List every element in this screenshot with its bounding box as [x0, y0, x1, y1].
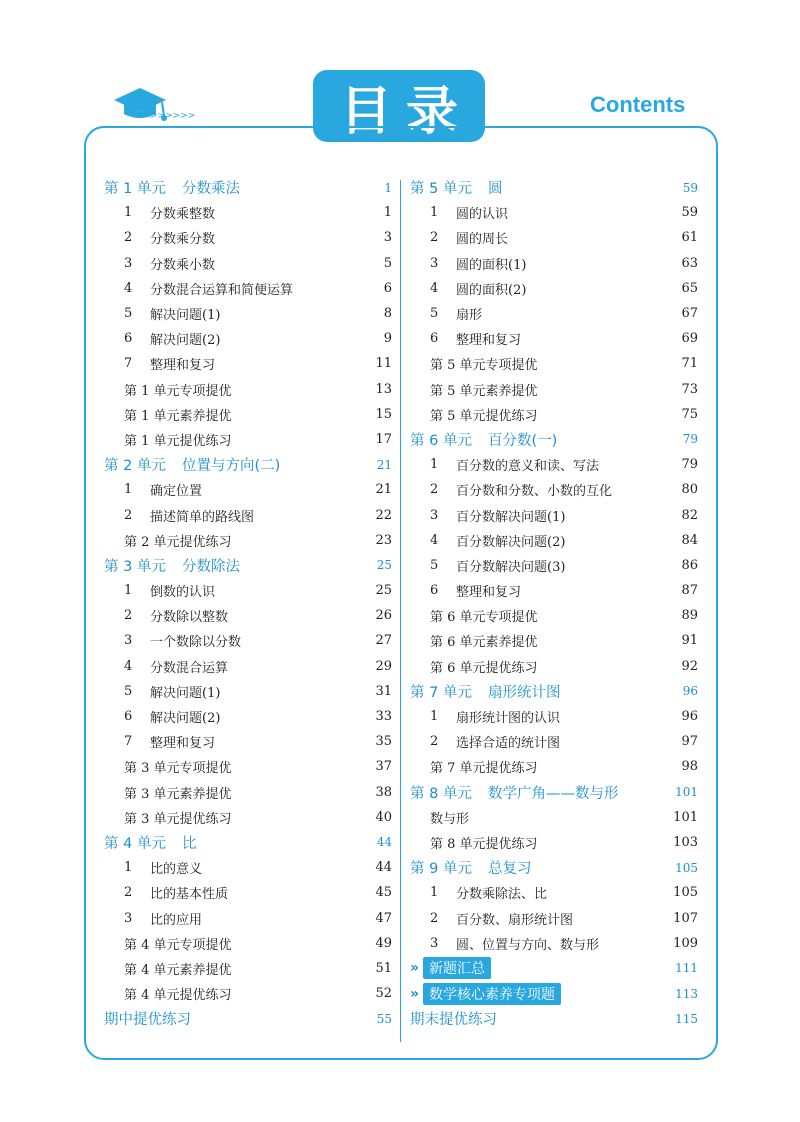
lesson-number: 2	[430, 910, 439, 926]
toc-practice-item[interactable]	[104, 754, 392, 779]
lesson-number: 7	[124, 734, 133, 750]
lesson-number: 5	[430, 306, 439, 322]
unit-label: 第 6 单元	[410, 432, 472, 449]
page-number: 69	[681, 331, 698, 347]
page-number: 25	[376, 558, 392, 573]
toc-lesson-item[interactable]	[104, 905, 392, 930]
toc-lesson-item[interactable]	[104, 477, 392, 502]
lesson-title: 圆的周长	[456, 232, 509, 248]
lesson-number: 2	[430, 230, 439, 246]
lesson-number: 6	[124, 331, 133, 347]
toc-practice-item[interactable]	[104, 780, 392, 805]
toc-unit-heading[interactable]	[410, 780, 698, 805]
unit-title: 比	[181, 835, 197, 852]
lesson-number: 4	[430, 532, 439, 548]
unit-label: 期末提优练习	[410, 1012, 497, 1029]
unit-label: 第 8 单元	[410, 785, 472, 802]
page-number: 107	[673, 910, 698, 926]
lesson-number: 2	[124, 885, 133, 901]
lesson-number: 3	[430, 255, 439, 271]
graduation-cap-logo	[110, 82, 196, 130]
toc-lesson-item[interactable]	[104, 654, 392, 679]
toc-practice-item[interactable]	[104, 931, 392, 956]
toc-lesson-item[interactable]	[104, 225, 392, 250]
unit-label: 第 4 单元	[104, 835, 166, 852]
practice-title: 第 5 单元提优练习	[430, 408, 538, 424]
page-number: 91	[681, 633, 698, 649]
toc-practice-item[interactable]	[104, 427, 392, 452]
practice-title: 第 1 单元素养提优	[124, 408, 232, 424]
toc-unit-heading[interactable]	[410, 427, 698, 452]
toc-practice-item[interactable]	[410, 402, 698, 427]
page-number: 84	[681, 532, 698, 548]
toc-lesson-item[interactable]	[410, 326, 698, 351]
unit-title: 圆	[487, 181, 503, 198]
page-number: 79	[681, 457, 698, 473]
lesson-title: 解决问题(2)	[150, 711, 221, 727]
toc-practice-item[interactable]	[410, 377, 698, 402]
page-number: 79	[682, 432, 698, 447]
page-number: 52	[375, 986, 392, 1002]
page-number: 55	[376, 1011, 392, 1026]
unit-label: 期中提优练习	[104, 1012, 191, 1029]
lesson-number: 7	[124, 356, 133, 372]
page-number: 61	[681, 230, 698, 246]
toc-practice-item[interactable]	[104, 402, 392, 427]
toc-unit-heading[interactable]	[104, 175, 392, 200]
lesson-title: 分数乘分数	[150, 232, 216, 248]
toc-lesson-item[interactable]	[104, 351, 392, 376]
page-number: 82	[681, 507, 698, 523]
unit-title: 扇形统计图	[487, 684, 561, 701]
page-number: 89	[681, 608, 698, 624]
lesson-number: 1	[124, 205, 133, 221]
double-chevron-icon: »	[410, 985, 420, 1002]
lesson-title: 分数混合运算和简便运算	[150, 282, 294, 298]
toc-lesson-item[interactable]	[104, 704, 392, 729]
practice-title: 第 3 单元专项提优	[124, 761, 232, 777]
lesson-title: 分数除以整数	[150, 610, 229, 626]
lesson-number: 3	[430, 935, 439, 951]
toc-lesson-item[interactable]	[410, 880, 698, 905]
page-number: 113	[675, 986, 698, 1001]
page-number: 21	[376, 457, 392, 472]
lesson-title: 倒数的认识	[150, 585, 216, 601]
unit-label: 第 2 单元	[104, 458, 166, 475]
page-number: 21	[375, 482, 392, 498]
column-divider	[400, 180, 401, 1042]
lesson-number: 1	[430, 457, 439, 473]
lesson-title: 分数乘除法、比	[456, 887, 548, 903]
page-number: 49	[375, 935, 392, 951]
toc-lesson-item[interactable]	[104, 251, 392, 276]
toc-lesson-item[interactable]	[410, 276, 698, 301]
page-number: 63	[681, 255, 698, 271]
lesson-title: 分数乘小数	[150, 257, 216, 273]
page-number: 80	[681, 482, 698, 498]
lesson-number: 4	[430, 280, 439, 296]
page-number: 44	[376, 835, 392, 850]
practice-title: 第 3 单元提优练习	[124, 811, 232, 827]
toc-lesson-item[interactable]	[410, 905, 698, 930]
toc-lesson-item[interactable]	[410, 704, 698, 729]
page-number: 96	[681, 709, 698, 725]
lesson-title: 比的意义	[150, 862, 203, 878]
lesson-number: 6	[430, 583, 439, 599]
double-chevron-icon: »	[410, 960, 420, 977]
toc-lesson-item[interactable]	[410, 301, 698, 326]
lesson-title: 分数乘整数	[150, 207, 216, 223]
lesson-number: 1	[430, 205, 439, 221]
lesson-title: 百分数解决问题(1)	[456, 509, 566, 525]
toc-lesson-item[interactable]	[104, 502, 392, 527]
toc-practice-item[interactable]	[104, 956, 392, 981]
lesson-number: 5	[430, 557, 439, 573]
lesson-title: 百分数、扇形统计图	[456, 912, 574, 928]
toc-lesson-item[interactable]	[104, 578, 392, 603]
page-number: 8	[383, 306, 392, 322]
toc-lesson-item[interactable]	[104, 301, 392, 326]
practice-title: 第 1 单元提优练习	[124, 433, 232, 449]
toc-lesson-item[interactable]	[104, 326, 392, 351]
lesson-title: 解决问题(2)	[150, 333, 221, 349]
page-number: 1	[384, 180, 392, 195]
toc-lesson-item[interactable]	[410, 452, 698, 477]
unit-title: 位置与方向(二)	[181, 458, 281, 475]
toc-unit-heading[interactable]	[410, 855, 698, 880]
lesson-title: 百分数和分数、小数的互化	[456, 484, 613, 500]
toc-lesson-item[interactable]	[104, 603, 392, 628]
page-title: 目录	[339, 81, 472, 142]
toc-unit-heading[interactable]	[410, 175, 698, 200]
lesson-title: 整理和复习	[150, 736, 216, 752]
lesson-number: 6	[430, 331, 439, 347]
page-number: 17	[375, 431, 392, 447]
toc-special-section[interactable]	[410, 956, 698, 981]
page-number: 23	[375, 532, 392, 548]
lesson-number: 3	[124, 255, 133, 271]
unit-label: 第 3 单元	[104, 558, 166, 575]
lesson-title: 圆、位置与方向、数与形	[456, 937, 600, 953]
toc-lesson-item[interactable]	[410, 729, 698, 754]
lesson-number: 2	[124, 507, 133, 523]
page-number: 15	[375, 406, 392, 422]
toc-lesson-item[interactable]	[104, 628, 392, 653]
lesson-title: 圆的认识	[456, 207, 509, 223]
lesson-title: 确定位置	[150, 484, 203, 500]
practice-title: 第 4 单元素养提优	[124, 962, 232, 978]
page-number: 47	[375, 910, 392, 926]
toc-unit-heading[interactable]	[104, 1006, 392, 1031]
lesson-title: 比的应用	[150, 912, 203, 928]
contents-heading: Contents	[590, 92, 686, 117]
toc-lesson-item[interactable]	[410, 931, 698, 956]
lesson-number: 4	[124, 280, 133, 296]
lesson-number: 4	[124, 658, 133, 674]
page-number: 105	[675, 860, 698, 875]
unit-title: 数学广角——数与形	[487, 785, 619, 802]
lesson-title: 一个数除以分数	[150, 635, 242, 651]
page-number: 105	[673, 885, 698, 901]
toc-lesson-item[interactable]	[410, 578, 698, 603]
special-section-title: 数学核心素养专项题	[423, 983, 561, 1005]
special-section-title: 新题汇总	[423, 957, 491, 979]
unit-title: 分数乘法	[181, 181, 240, 198]
page-number: 111	[675, 961, 698, 976]
lesson-number: 5	[124, 306, 133, 322]
page-number: 98	[681, 759, 698, 775]
toc-lesson-item[interactable]	[104, 855, 392, 880]
lesson-number: 3	[124, 910, 133, 926]
lesson-title: 选择合适的统计图	[456, 736, 561, 752]
toc-lesson-item[interactable]	[104, 679, 392, 704]
page-number: 26	[375, 608, 392, 624]
toc-special-section[interactable]	[410, 981, 698, 1006]
practice-title: 第 8 单元提优练习	[430, 836, 538, 852]
practice-title: 第 7 单元提优练习	[430, 761, 538, 777]
lesson-title: 扇形统计图的认识	[456, 711, 561, 727]
toc-unit-heading[interactable]	[410, 1006, 698, 1031]
page-number: 71	[681, 356, 698, 372]
page-number: 75	[681, 406, 698, 422]
page-number: 51	[375, 960, 392, 976]
page-number: 92	[681, 658, 698, 674]
toc-right-column	[410, 175, 698, 1031]
page-number: 59	[681, 205, 698, 221]
lesson-title: 圆的面积(1)	[456, 257, 527, 273]
toc-practice-item[interactable]	[410, 654, 698, 679]
toc-unit-heading[interactable]	[104, 452, 392, 477]
toc-lesson-item[interactable]	[410, 502, 698, 527]
toc-lesson-item[interactable]	[410, 225, 698, 250]
page-number: 103	[673, 834, 698, 850]
page-number: 67	[681, 306, 698, 322]
page-number: 101	[673, 809, 698, 825]
page-number: 35	[375, 734, 392, 750]
page-number: 11	[375, 356, 392, 372]
practice-title: 第 2 单元提优练习	[124, 534, 232, 550]
toc-practice-item[interactable]	[104, 528, 392, 553]
page-number: 27	[375, 633, 392, 649]
lesson-title: 圆的面积(2)	[456, 282, 527, 298]
practice-title: 数与形	[430, 811, 470, 827]
page-number: 65	[681, 280, 698, 296]
toc-lesson-item[interactable]	[104, 880, 392, 905]
practice-title: 第 3 单元素养提优	[124, 786, 232, 802]
page-number: 37	[375, 759, 392, 775]
unit-label: 第 1 单元	[104, 181, 166, 198]
lesson-number: 1	[124, 583, 133, 599]
toc-practice-item[interactable]	[410, 628, 698, 653]
practice-title: 第 5 单元专项提优	[430, 358, 538, 374]
page-number: 31	[375, 683, 392, 699]
page-number: 115	[675, 1011, 698, 1026]
toc-lesson-item[interactable]	[410, 528, 698, 553]
page-number: 33	[375, 709, 392, 725]
page-number: 96	[682, 684, 698, 699]
page-number: 6	[383, 280, 392, 296]
page-number: 101	[675, 785, 698, 800]
practice-title: 第 6 单元提优练习	[430, 660, 538, 676]
toc-unit-heading[interactable]	[104, 830, 392, 855]
lesson-number: 1	[124, 482, 133, 498]
unit-title: 总复习	[487, 861, 532, 878]
lesson-title: 百分数解决问题(2)	[456, 534, 566, 550]
toc-lesson-item[interactable]	[410, 251, 698, 276]
toc-practice-item[interactable]	[104, 377, 392, 402]
lesson-title: 分数混合运算	[150, 660, 229, 676]
lesson-title: 百分数解决问题(3)	[456, 559, 566, 575]
lesson-title: 整理和复习	[150, 358, 216, 374]
unit-label: 第 7 单元	[410, 684, 472, 701]
practice-title: 第 4 单元专项提优	[124, 937, 232, 953]
toc-lesson-item[interactable]	[410, 477, 698, 502]
practice-title: 第 1 单元专项提优	[124, 383, 232, 399]
svg-text:>>>>>>: >>>>>>	[150, 111, 196, 121]
toc-practice-item[interactable]	[410, 603, 698, 628]
toc-practice-item[interactable]	[410, 805, 698, 830]
lesson-number: 2	[430, 482, 439, 498]
page-number: 9	[383, 331, 392, 347]
page-number: 44	[375, 860, 392, 876]
page-number: 38	[375, 784, 392, 800]
toc-practice-item[interactable]	[410, 830, 698, 855]
lesson-number: 2	[124, 608, 133, 624]
page-number: 87	[681, 583, 698, 599]
unit-label: 第 5 单元	[410, 181, 472, 198]
toc-unit-heading[interactable]	[104, 553, 392, 578]
lesson-title: 描述简单的路线图	[150, 509, 255, 525]
page-number: 13	[375, 381, 392, 397]
toc-left-column	[104, 175, 392, 1031]
page-number: 29	[375, 658, 392, 674]
practice-title: 第 6 单元专项提优	[430, 610, 538, 626]
lesson-title: 整理和复习	[456, 333, 522, 349]
toc-practice-item[interactable]	[104, 981, 392, 1006]
lesson-number: 2	[430, 734, 439, 750]
lesson-title: 扇形	[456, 308, 483, 324]
unit-title: 分数除法	[181, 558, 240, 575]
lesson-number: 1	[430, 885, 439, 901]
lesson-number: 5	[124, 683, 133, 699]
toc-lesson-item[interactable]	[104, 200, 392, 225]
lesson-title: 比的基本性质	[150, 887, 229, 903]
page-number: 3	[383, 230, 392, 246]
unit-label: 第 9 单元	[410, 861, 472, 878]
lesson-title: 整理和复习	[456, 585, 522, 601]
toc-lesson-item[interactable]	[104, 729, 392, 754]
page-number: 1	[383, 205, 392, 221]
toc-practice-item[interactable]	[410, 351, 698, 376]
lesson-number: 2	[124, 230, 133, 246]
page-number: 5	[383, 255, 392, 271]
page-number: 22	[375, 507, 392, 523]
lesson-title: 百分数的意义和读、写法	[456, 459, 600, 475]
lesson-number: 3	[124, 633, 133, 649]
toc-unit-heading[interactable]	[410, 679, 698, 704]
toc-lesson-item[interactable]	[410, 200, 698, 225]
page-number: 109	[673, 935, 698, 951]
toc-practice-item[interactable]	[410, 754, 698, 779]
unit-title: 百分数(一)	[487, 432, 558, 449]
toc-practice-item[interactable]	[104, 805, 392, 830]
lesson-title: 解决问题(1)	[150, 308, 221, 324]
page-number: 59	[682, 180, 698, 195]
page-number: 25	[375, 583, 392, 599]
practice-title: 第 4 单元提优练习	[124, 988, 232, 1004]
page-number: 45	[375, 885, 392, 901]
page-number: 86	[681, 557, 698, 573]
lesson-number: 1	[124, 860, 133, 876]
lesson-number: 6	[124, 709, 133, 725]
toc-lesson-item[interactable]	[410, 553, 698, 578]
lesson-number: 3	[430, 507, 439, 523]
practice-title: 第 6 单元素养提优	[430, 635, 538, 651]
page-number: 40	[375, 809, 392, 825]
toc-lesson-item[interactable]	[104, 276, 392, 301]
lesson-title: 解决问题(1)	[150, 685, 221, 701]
lesson-number: 1	[430, 709, 439, 725]
page-number: 97	[681, 734, 698, 750]
page-number: 73	[681, 381, 698, 397]
practice-title: 第 5 单元素养提优	[430, 383, 538, 399]
